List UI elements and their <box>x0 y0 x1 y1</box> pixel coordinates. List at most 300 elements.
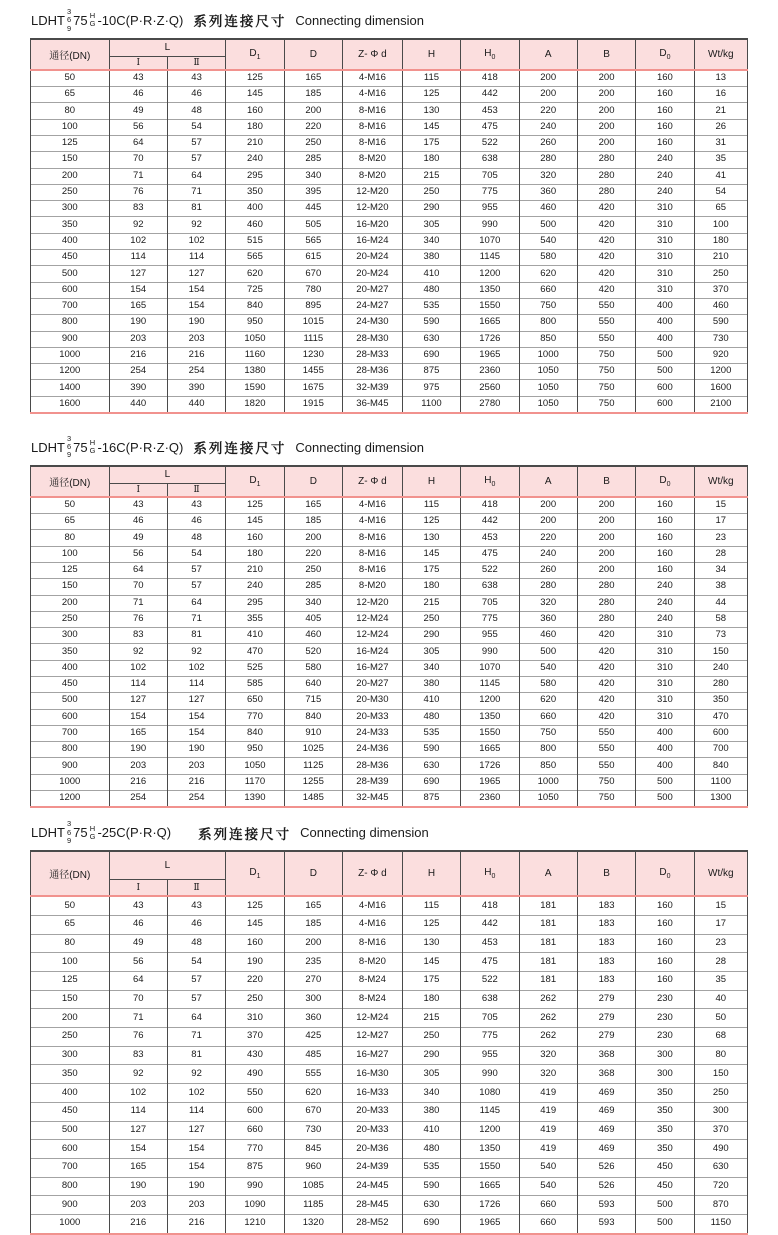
table-cell: 310 <box>636 201 694 217</box>
table-cell: 875 <box>226 1158 284 1177</box>
table-cell: 165 <box>109 1158 167 1177</box>
table-cell: 1726 <box>461 758 519 774</box>
table-cell: 1965 <box>461 347 519 363</box>
table-cell: 1170 <box>226 774 284 790</box>
table-cell: 340 <box>402 660 460 676</box>
table-cell: 16 <box>694 87 747 103</box>
table-cell: 12-M24 <box>342 611 402 627</box>
table-cell: 425 <box>284 1028 342 1047</box>
table-cell: 280 <box>577 168 635 184</box>
table-cell: 83 <box>109 628 167 644</box>
table-cell: 720 <box>694 1177 747 1196</box>
table-cell: 280 <box>519 152 577 168</box>
table-cell: 203 <box>109 1196 167 1215</box>
table-cell: 1350 <box>461 1140 519 1159</box>
table-cell: 480 <box>402 709 460 725</box>
table-cell: 990 <box>461 1065 519 1084</box>
table-cell: 102 <box>109 660 167 676</box>
table-cell: 50 <box>31 70 110 87</box>
table-cell: 650 <box>226 693 284 709</box>
table-cell: 57 <box>167 562 225 578</box>
table-cell: 620 <box>519 693 577 709</box>
title-english: Connecting dimension <box>300 825 429 841</box>
table-cell: 1550 <box>461 298 519 314</box>
table-cell: 1915 <box>284 396 342 413</box>
table-row <box>31 791 748 808</box>
table-cell: 175 <box>402 135 460 151</box>
table-cell: 114 <box>167 250 225 266</box>
col-a: A <box>519 39 577 70</box>
table-cell: 114 <box>167 677 225 693</box>
table-cell: 900 <box>31 758 110 774</box>
table-cell: 154 <box>167 282 225 298</box>
table-cell: 1145 <box>461 1102 519 1121</box>
table-cell: 593 <box>577 1196 635 1215</box>
table-cell: 76 <box>109 184 167 200</box>
table-cell: 480 <box>402 1140 460 1159</box>
table-cell: 660 <box>519 282 577 298</box>
table-cell: 620 <box>519 266 577 282</box>
table-cell: 190 <box>109 742 167 758</box>
table-cell: 20-M33 <box>342 1121 402 1140</box>
table-cell: 725 <box>226 282 284 298</box>
table-cell: 630 <box>402 758 460 774</box>
table-cell: 250 <box>226 990 284 1009</box>
table-cell: 83 <box>109 1046 167 1065</box>
table-cell: 540 <box>519 1158 577 1177</box>
table-cell: 165 <box>284 70 342 87</box>
table-cell: 440 <box>167 396 225 413</box>
table-row <box>31 758 748 774</box>
table-cell: 216 <box>167 1215 225 1234</box>
table-cell: 453 <box>461 530 519 546</box>
table-cell: 115 <box>402 497 460 514</box>
table-cell: 240 <box>694 660 747 676</box>
table-cell: 145 <box>226 915 284 934</box>
table-cell: 522 <box>461 562 519 578</box>
table-cell: 800 <box>31 315 110 331</box>
table-header <box>31 466 748 497</box>
series-model: LDHT <box>31 439 65 455</box>
table-cell: 540 <box>519 1177 577 1196</box>
table-cell: 35 <box>694 971 747 990</box>
table-cell: 1550 <box>461 725 519 741</box>
col-d0: $D_0$ <box>636 39 694 70</box>
table-cell: 1025 <box>284 742 342 758</box>
table-cell: 442 <box>461 915 519 934</box>
table-cell: 550 <box>577 298 635 314</box>
table-cell: 310 <box>636 266 694 282</box>
table-cell: 1255 <box>284 774 342 790</box>
table-cell: 12-M27 <box>342 1028 402 1047</box>
table-cell: 54 <box>167 953 225 972</box>
table-cell: 630 <box>694 1158 747 1177</box>
table-cell: 550 <box>577 725 635 741</box>
table-cell: 1200 <box>694 364 747 380</box>
table-cell: 180 <box>694 233 747 249</box>
table-cell: 35 <box>694 152 747 168</box>
table-cell: 620 <box>284 1084 342 1103</box>
table-cell: 262 <box>519 1009 577 1028</box>
table-cell: 590 <box>694 315 747 331</box>
table-cell: 200 <box>31 168 110 184</box>
table-row <box>31 152 748 168</box>
table-cell: 285 <box>284 579 342 595</box>
table-cell: 160 <box>636 103 694 119</box>
table-cell: 700 <box>31 725 110 741</box>
table-cell: 220 <box>284 546 342 562</box>
table-cell: 475 <box>461 119 519 135</box>
table-row <box>31 184 748 200</box>
table-cell: 154 <box>109 1140 167 1159</box>
table-cell: 254 <box>167 364 225 380</box>
table-cell: 593 <box>577 1215 635 1234</box>
table-cell: 640 <box>284 677 342 693</box>
table-cell: 420 <box>577 644 635 660</box>
col-l2: Ⅱ <box>167 880 225 897</box>
table-cell: 400 <box>636 315 694 331</box>
table-cell: 28-M45 <box>342 1196 402 1215</box>
table-cell: 750 <box>519 298 577 314</box>
table-cell: 460 <box>226 217 284 233</box>
table-cell: 368 <box>577 1065 635 1084</box>
table-cell: 420 <box>577 282 635 298</box>
table-cell: 127 <box>167 693 225 709</box>
table-cell: 127 <box>109 693 167 709</box>
table-cell: 20-M24 <box>342 250 402 266</box>
table-cell: 4-M16 <box>342 497 402 514</box>
table-cell: 254 <box>109 364 167 380</box>
series-model: LDHT <box>31 825 65 841</box>
table-cell: 1000 <box>31 1215 110 1234</box>
table-cell: 220 <box>519 530 577 546</box>
title-chinese: 系列连接尺寸 <box>193 441 287 457</box>
table-cell: 71 <box>167 611 225 627</box>
table-cell: 130 <box>402 530 460 546</box>
table-cell: 1726 <box>461 331 519 347</box>
col-wt: Wt/kg <box>694 39 747 70</box>
table-cell: 1965 <box>461 774 519 790</box>
table-cell: 280 <box>577 579 635 595</box>
table-cell: 200 <box>284 530 342 546</box>
table-cell: 850 <box>519 331 577 347</box>
table-cell: 190 <box>226 953 284 972</box>
table-cell: 300 <box>284 990 342 1009</box>
table-cell: 54 <box>167 119 225 135</box>
table-cell: 65 <box>31 915 110 934</box>
table-cell: 20-M27 <box>342 677 402 693</box>
table-cell: 2360 <box>461 364 519 380</box>
table-cell: 154 <box>167 709 225 725</box>
table-cell: 185 <box>284 87 342 103</box>
table-cell: 419 <box>519 1102 577 1121</box>
table-cell: 43 <box>167 497 225 514</box>
table-cell: 181 <box>519 915 577 934</box>
table-cell: 250 <box>31 184 110 200</box>
table-row <box>31 546 748 562</box>
table-cell: 295 <box>226 168 284 184</box>
col-d1: $D_1$ <box>226 39 284 70</box>
table-cell: 165 <box>109 725 167 741</box>
table-cell: 450 <box>31 250 110 266</box>
table-cell: 750 <box>577 347 635 363</box>
table-cell: 54 <box>694 184 747 200</box>
table-row <box>31 915 748 934</box>
table-cell: 165 <box>109 298 167 314</box>
table-cell: 24-M45 <box>342 1177 402 1196</box>
table-cell: 160 <box>226 934 284 953</box>
table-cell: 102 <box>109 233 167 249</box>
table-cell: 955 <box>461 201 519 217</box>
table-cell: 160 <box>636 971 694 990</box>
col-h: H <box>402 39 460 70</box>
table-cell: 125 <box>402 87 460 103</box>
table-cell: 500 <box>519 217 577 233</box>
table-row <box>31 168 748 184</box>
table-cell: 160 <box>226 530 284 546</box>
section-gap <box>30 414 748 435</box>
table-cell: 420 <box>577 660 635 676</box>
table-cell: 540 <box>519 660 577 676</box>
table-cell: 71 <box>167 184 225 200</box>
col-d0: $D_0$ <box>636 851 694 896</box>
table-cell: 390 <box>109 380 167 396</box>
table-cell: 800 <box>519 742 577 758</box>
table-cell: 240 <box>226 579 284 595</box>
table-cell: 125 <box>402 915 460 934</box>
table-row <box>31 1046 748 1065</box>
table-cell: 154 <box>109 709 167 725</box>
table-cell: 160 <box>636 562 694 578</box>
table-cell: 630 <box>402 1196 460 1215</box>
table-body <box>31 896 748 1234</box>
table-cell: 200 <box>284 934 342 953</box>
table-cell: 1600 <box>694 380 747 396</box>
table-row <box>31 233 748 249</box>
table-cell: 340 <box>402 233 460 249</box>
table-cell: 250 <box>284 135 342 151</box>
table-cell: 240 <box>636 611 694 627</box>
table-cell: 8-M16 <box>342 562 402 578</box>
table-cell: 28-M30 <box>342 331 402 347</box>
table-cell: 160 <box>226 103 284 119</box>
table-cell: 990 <box>226 1177 284 1196</box>
table-cell: 48 <box>167 934 225 953</box>
table-cell: 200 <box>519 87 577 103</box>
table-cell: 370 <box>694 282 747 298</box>
table-cell: 1050 <box>226 758 284 774</box>
table-cell: 71 <box>109 168 167 184</box>
table-cell: 660 <box>519 1215 577 1234</box>
table-row <box>31 380 748 396</box>
col-h: H <box>402 851 460 896</box>
table-cell: 690 <box>402 1215 460 1234</box>
table-cell: 28 <box>694 546 747 562</box>
table-cell: 240 <box>636 152 694 168</box>
table-cell: 150 <box>31 990 110 1009</box>
table-cell: 57 <box>167 579 225 595</box>
table-cell: 300 <box>694 1102 747 1121</box>
table-cell: 216 <box>167 347 225 363</box>
table-row <box>31 693 748 709</box>
table-cell: 41 <box>694 168 747 184</box>
table-cell: 20-M27 <box>342 282 402 298</box>
table-cell: 262 <box>519 1028 577 1047</box>
table-cell: 220 <box>226 971 284 990</box>
table-cell: 310 <box>226 1009 284 1028</box>
table-cell: 1070 <box>461 660 519 676</box>
table-cell: 260 <box>519 562 577 578</box>
table-cell: 203 <box>167 331 225 347</box>
table-cell: 290 <box>402 628 460 644</box>
table-cell: 295 <box>226 595 284 611</box>
table-cell: 500 <box>31 1121 110 1140</box>
table-header <box>31 39 748 70</box>
table-cell: 17 <box>694 514 747 530</box>
table-cell: 1150 <box>694 1215 747 1234</box>
table-cell: 57 <box>167 152 225 168</box>
table-cell: 550 <box>226 1084 284 1103</box>
table-cell: 700 <box>31 1158 110 1177</box>
table-row <box>31 742 748 758</box>
table-cell: 310 <box>636 628 694 644</box>
table-cell: 445 <box>284 201 342 217</box>
table-cell: 290 <box>402 1046 460 1065</box>
table-cell: 28 <box>694 953 747 972</box>
table-row <box>31 595 748 611</box>
table-cell: 700 <box>31 298 110 314</box>
table-row <box>31 1009 748 1028</box>
table-cell: 24-M36 <box>342 742 402 758</box>
table-cell: 660 <box>519 1196 577 1215</box>
table-cell: 975 <box>402 380 460 396</box>
table-cell: 950 <box>226 742 284 758</box>
table-cell: 254 <box>109 791 167 808</box>
table-cell: 160 <box>636 70 694 87</box>
table-cell: 154 <box>167 298 225 314</box>
table-cell: 102 <box>167 233 225 249</box>
table-cell: 80 <box>31 934 110 953</box>
table-cell: 590 <box>402 315 460 331</box>
table-row <box>31 514 748 530</box>
table-cell: 990 <box>461 644 519 660</box>
table-cell: 130 <box>402 103 460 119</box>
table-cell: 70 <box>109 152 167 168</box>
table-cell: 165 <box>284 896 342 915</box>
table-cell: 230 <box>636 1028 694 1047</box>
table-cell: 200 <box>31 1009 110 1028</box>
table-cell: 4-M16 <box>342 915 402 934</box>
table-cell: 181 <box>519 934 577 953</box>
table-cell: 40 <box>694 990 747 1009</box>
table-cell: 380 <box>402 677 460 693</box>
table-row <box>31 1215 748 1234</box>
col-a: A <box>519 851 577 896</box>
table-cell: 145 <box>402 953 460 972</box>
table-cell: 280 <box>519 579 577 595</box>
table-row <box>31 217 748 233</box>
table-cell: 420 <box>577 628 635 644</box>
col-l2: Ⅱ <box>167 56 225 70</box>
table-cell: 280 <box>577 184 635 200</box>
table-cell: 20-M24 <box>342 266 402 282</box>
col-d: D <box>284 851 342 896</box>
table-cell: 470 <box>226 644 284 660</box>
table-cell: 800 <box>31 742 110 758</box>
table-cell: 115 <box>402 896 460 915</box>
table-cell: 8-M20 <box>342 579 402 595</box>
table-cell: 43 <box>109 896 167 915</box>
table-cell: 154 <box>167 1158 225 1177</box>
table-cell: 340 <box>284 168 342 184</box>
table-cell: 50 <box>694 1009 747 1028</box>
table-section-25c <box>30 820 748 1234</box>
table-title-10c <box>30 8 748 33</box>
table-cell: 23 <box>694 934 747 953</box>
table-cell: 250 <box>31 1028 110 1047</box>
table-cell: 300 <box>31 628 110 644</box>
dimension-table-10c <box>30 38 748 414</box>
col-dn: 通径(DN) <box>31 39 110 70</box>
col-l: L <box>109 466 226 484</box>
table-row <box>31 1121 748 1140</box>
table-cell: 500 <box>31 266 110 282</box>
table-cell: 54 <box>167 546 225 562</box>
table-cell: 160 <box>636 546 694 562</box>
dn-size-stack: 3 6 9 <box>66 7 72 33</box>
table-cell: 1380 <box>226 364 284 380</box>
table-cell: 203 <box>167 758 225 774</box>
table-row <box>31 644 748 660</box>
series-spec: -25C(P·R·Q) <box>97 825 172 841</box>
table-cell: 8-M20 <box>342 953 402 972</box>
table-cell: 145 <box>402 119 460 135</box>
table-cell: 350 <box>636 1084 694 1103</box>
col-d1: $D_1$ <box>226 851 284 896</box>
col-wt: Wt/kg <box>694 851 747 896</box>
table-cell: 8-M16 <box>342 103 402 119</box>
table-cell: 175 <box>402 971 460 990</box>
table-cell: 780 <box>284 282 342 298</box>
table-cell: 16-M20 <box>342 217 402 233</box>
table-row <box>31 201 748 217</box>
table-cell: 405 <box>284 611 342 627</box>
table-cell: 2560 <box>461 380 519 396</box>
dn-size-stack: 3 6 9 <box>66 819 72 845</box>
table-cell: 400 <box>636 758 694 774</box>
table-cell: 183 <box>577 896 635 915</box>
table-cell: 50 <box>31 896 110 915</box>
table-cell: 26 <box>694 119 747 135</box>
table-cell: 350 <box>636 1121 694 1140</box>
table-cell: 46 <box>109 87 167 103</box>
table-cell: 8-M16 <box>342 934 402 953</box>
table-cell: 1320 <box>284 1215 342 1234</box>
table-cell: 500 <box>636 791 694 808</box>
table-cell: 175 <box>402 562 460 578</box>
table-cell: 360 <box>519 184 577 200</box>
table-cell: 57 <box>167 971 225 990</box>
table-cell: 1070 <box>461 233 519 249</box>
table-row <box>31 331 748 347</box>
table-cell: 154 <box>109 282 167 298</box>
table-section-10c <box>30 8 748 414</box>
table-cell: 16-M24 <box>342 644 402 660</box>
col-dn: 通径(DN) <box>31 851 110 896</box>
table-cell: 8-M16 <box>342 530 402 546</box>
table-row <box>31 119 748 135</box>
table-cell: 81 <box>167 1046 225 1065</box>
